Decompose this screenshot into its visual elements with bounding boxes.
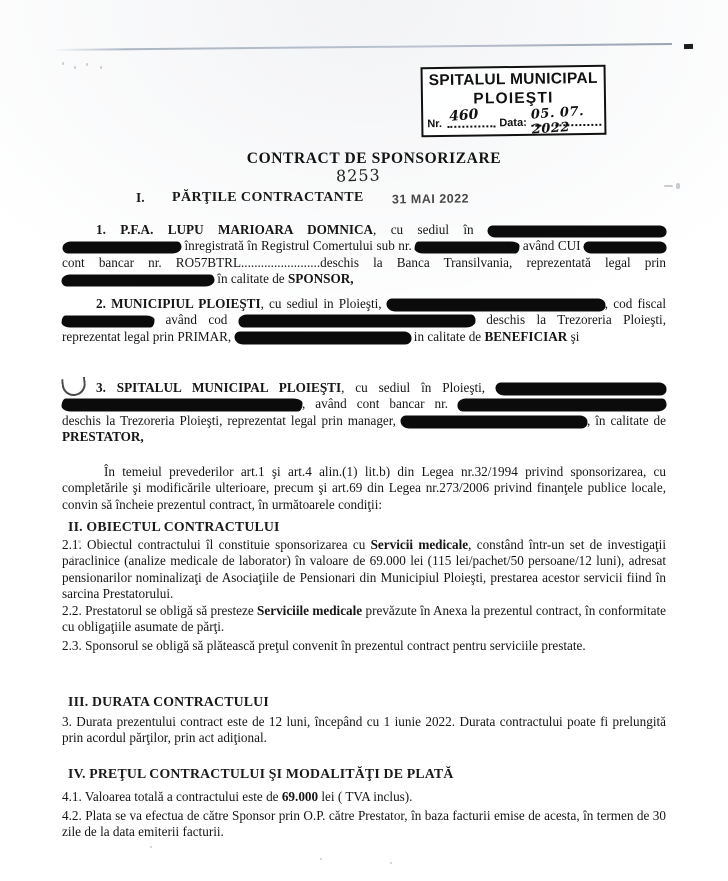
scan-speck <box>390 862 392 864</box>
party-3-text-2: , având cont bancar nr. <box>302 396 449 412</box>
party-2-index: 2. <box>96 296 106 311</box>
section-2-heading: II. OBIECTUL CONTRACTULUI <box>68 519 280 534</box>
scan-speck <box>62 62 64 65</box>
party-1-role: SPONSOR, <box>287 271 354 287</box>
stamp-nr-dotted-line <box>447 125 495 128</box>
redacted-bar <box>584 242 666 253</box>
document-title: CONTRACT DE SPONSORIZARE <box>246 150 502 167</box>
party-1-paragraph <box>62 222 666 288</box>
scan-speck <box>74 66 76 69</box>
handwritten-registry-number: 8253 <box>335 165 381 186</box>
stamp-fields-row <box>427 104 600 138</box>
section-1-heading: PĂRŢILE CONTRACTANTE <box>172 190 364 205</box>
redacted-bar <box>62 316 154 327</box>
party-1-index: 1. <box>96 222 106 237</box>
party-1-text-2: înregistrată în Registrul Comertului sub nr. <box>184 238 412 254</box>
party-2-text-5: Trezoreria Ploieşti, reprezentat legal prin PRIMAR, <box>62 312 667 344</box>
party-1-text-3: având CUI <box>522 238 581 254</box>
party-2-name: MUNICIPIUL PLOIEŞTI <box>111 296 261 311</box>
stamp-date-handwritten-value: 05. 07. 2022 <box>530 104 585 138</box>
clause-2-2-emphasis: Serviciile medicale <box>257 603 363 618</box>
stamp-nr-handwritten-value: 460 <box>448 106 480 125</box>
party-2-text-7: şi <box>570 328 580 344</box>
party-2-paragraph: 2. MUNICIPIUL PLOIEŞTI, cu sediul in Ploieşti, , cod fiscal având cod deschis la Trezoreria Ploieşti, reprezentat legal prin PRIMAR, in calitate de BENEFICIAR şi <box>62 296 667 344</box>
party-3-text-1: , cu sediul în Ploieşti, <box>341 380 486 395</box>
party-2-text-4: deschis la <box>486 312 547 328</box>
clause-4-1 <box>62 789 666 805</box>
redacted-bar <box>62 399 302 411</box>
scan-speck <box>100 66 102 69</box>
party-1-name: P.F.A. LUPU MARIOARA DOMNICA <box>120 222 374 237</box>
redacted-bar <box>239 315 475 327</box>
stamp-institution-line2: PLOIEŞTI <box>473 89 554 108</box>
party-3-text-5: calitate de <box>610 412 667 428</box>
stamp-institution-line1: SPITALUL MUNICIPAL <box>428 69 598 90</box>
party-3-text-4: , în <box>586 412 606 428</box>
redacted-bar <box>62 275 214 286</box>
party-1-text-7: în calitate de <box>217 271 285 287</box>
party-3-paragraph <box>62 380 666 446</box>
redacted-bar <box>415 242 519 253</box>
party-1-dots: ........................ <box>241 254 321 270</box>
clause-2-1-emphasis: Servicii medicale <box>370 537 469 552</box>
redacted-bar <box>496 383 666 395</box>
stamp-date-label: Data: <box>499 116 527 130</box>
redacted-bar <box>387 299 605 311</box>
party-2-text-6: in calitate de <box>413 328 482 344</box>
section-4-heading: IV. PREŢUL CONTRACTULUI ŞI MODALITĂŢI DE PLATĂ <box>68 766 454 781</box>
section-3-heading: III. DURATA CONTRACTULUI <box>68 694 269 709</box>
redacted-bar <box>63 242 181 253</box>
clause-4-2: 4.2. Plata se va efectua de către Sponsor prin O.P. către Prestator, în baza facturii emise de acesta, în termen de 30 zile de la data emiterii facturii. <box>62 808 666 840</box>
clause-2-2-text-c: prevăzute în Anexa la prezentul contract, în conformitate cu obligaţiile asumate de părţi. <box>62 603 666 635</box>
party-3-text-3: deschis la Trezoreria Ploieşti, reprezentat legal prin manager, <box>62 412 396 428</box>
clause-4-1-amount: 69.000 <box>281 789 319 804</box>
party-2-text-1: , cu sediul in Ploieşti, <box>260 296 382 311</box>
scan-speck <box>320 858 322 860</box>
redacted-bar <box>235 332 411 344</box>
stamp-nr-label: Nr. <box>427 118 443 131</box>
redacted-bar <box>488 226 666 237</box>
section-1-numeral: I. <box>136 190 145 205</box>
hospital-registration-stamp <box>421 65 607 138</box>
scan-speck <box>676 183 680 189</box>
clause-2-1-text-a: 2.1. Obiectul contractului îl constituie sponsorizarea cu <box>62 537 371 552</box>
party-1-text-5: deschis la Banca Transilvania, <box>320 254 513 270</box>
party-3-name: SPITALUL MUNICIPAL PLOIEŞTI <box>116 380 342 395</box>
scan-speck <box>86 63 88 66</box>
redacted-bar <box>458 399 666 411</box>
clause-4-1-text-c: lei ( TVA inclus). <box>318 789 413 804</box>
party-3-index: 3. <box>96 380 106 395</box>
scan-artifact-line <box>52 43 672 51</box>
clause-3: 3. Durata prezentului contract este de 12 luni, începând cu 1 iunie 2022. Durata contractului poate fi prelungită prin acordul părţilor, prin act adiţional. <box>62 714 666 746</box>
clause-2-1-text-c: , constând într-un set de investigaţii paraclinice (analize medicale de laborator) în valoare de 69.000 lei (115 lei/pachet/50 persoane/12 luni), adresat pensionarilor nominalizaţi de Asociaţiile de Pensionari din Municipiul Ploieşti, prestarea acestor servicii fiind în sarcina Prestatorului. <box>62 537 666 602</box>
legal-basis-paragraph: În temeiul prevederilor art.1 şi art.4 alin.(1) lit.b) din Legea nr.32/1994 privind sponsorizarea, cu completările şi modificările ulterioare, precum şi art.69 din Legea nr.273/2006 privind finanţele publice locale, convin să încheie prezentul contract, în următoarele condiţii: <box>62 464 666 512</box>
scan-speck <box>664 185 673 187</box>
party-2-text-3: având cod <box>165 312 228 328</box>
party-2-role: BENEFICIAR <box>484 328 568 344</box>
party-1-text-1: , cu sediul în <box>373 222 474 237</box>
clause-4-1-text-a: 4.1. Valoarea totală a contractului este de <box>62 789 282 804</box>
party-3-role: PRESTATOR, <box>62 429 144 445</box>
scan-speck <box>150 846 152 848</box>
redacted-bar <box>401 416 587 428</box>
scan-artifact-mark <box>684 44 693 49</box>
clause-2-2 <box>62 603 666 636</box>
clause-2-1 <box>62 537 666 603</box>
clause-2-2-text-a: 2.2. Prestatorul se obligă să presteze <box>62 603 258 618</box>
clause-2-3: 2.3. Sponsorul se obligă să plătească preţul convenit în prezentul contract pentru serviciile prestate. <box>62 638 586 653</box>
party-2-text-2: cod fiscal <box>613 296 667 311</box>
date-stamp: 31 MAI 2022 <box>391 191 470 207</box>
party-1-text-4: cont bancar nr. RO57BTRL <box>62 254 241 270</box>
party-1-text-6: reprezentată legal prin <box>526 254 667 270</box>
